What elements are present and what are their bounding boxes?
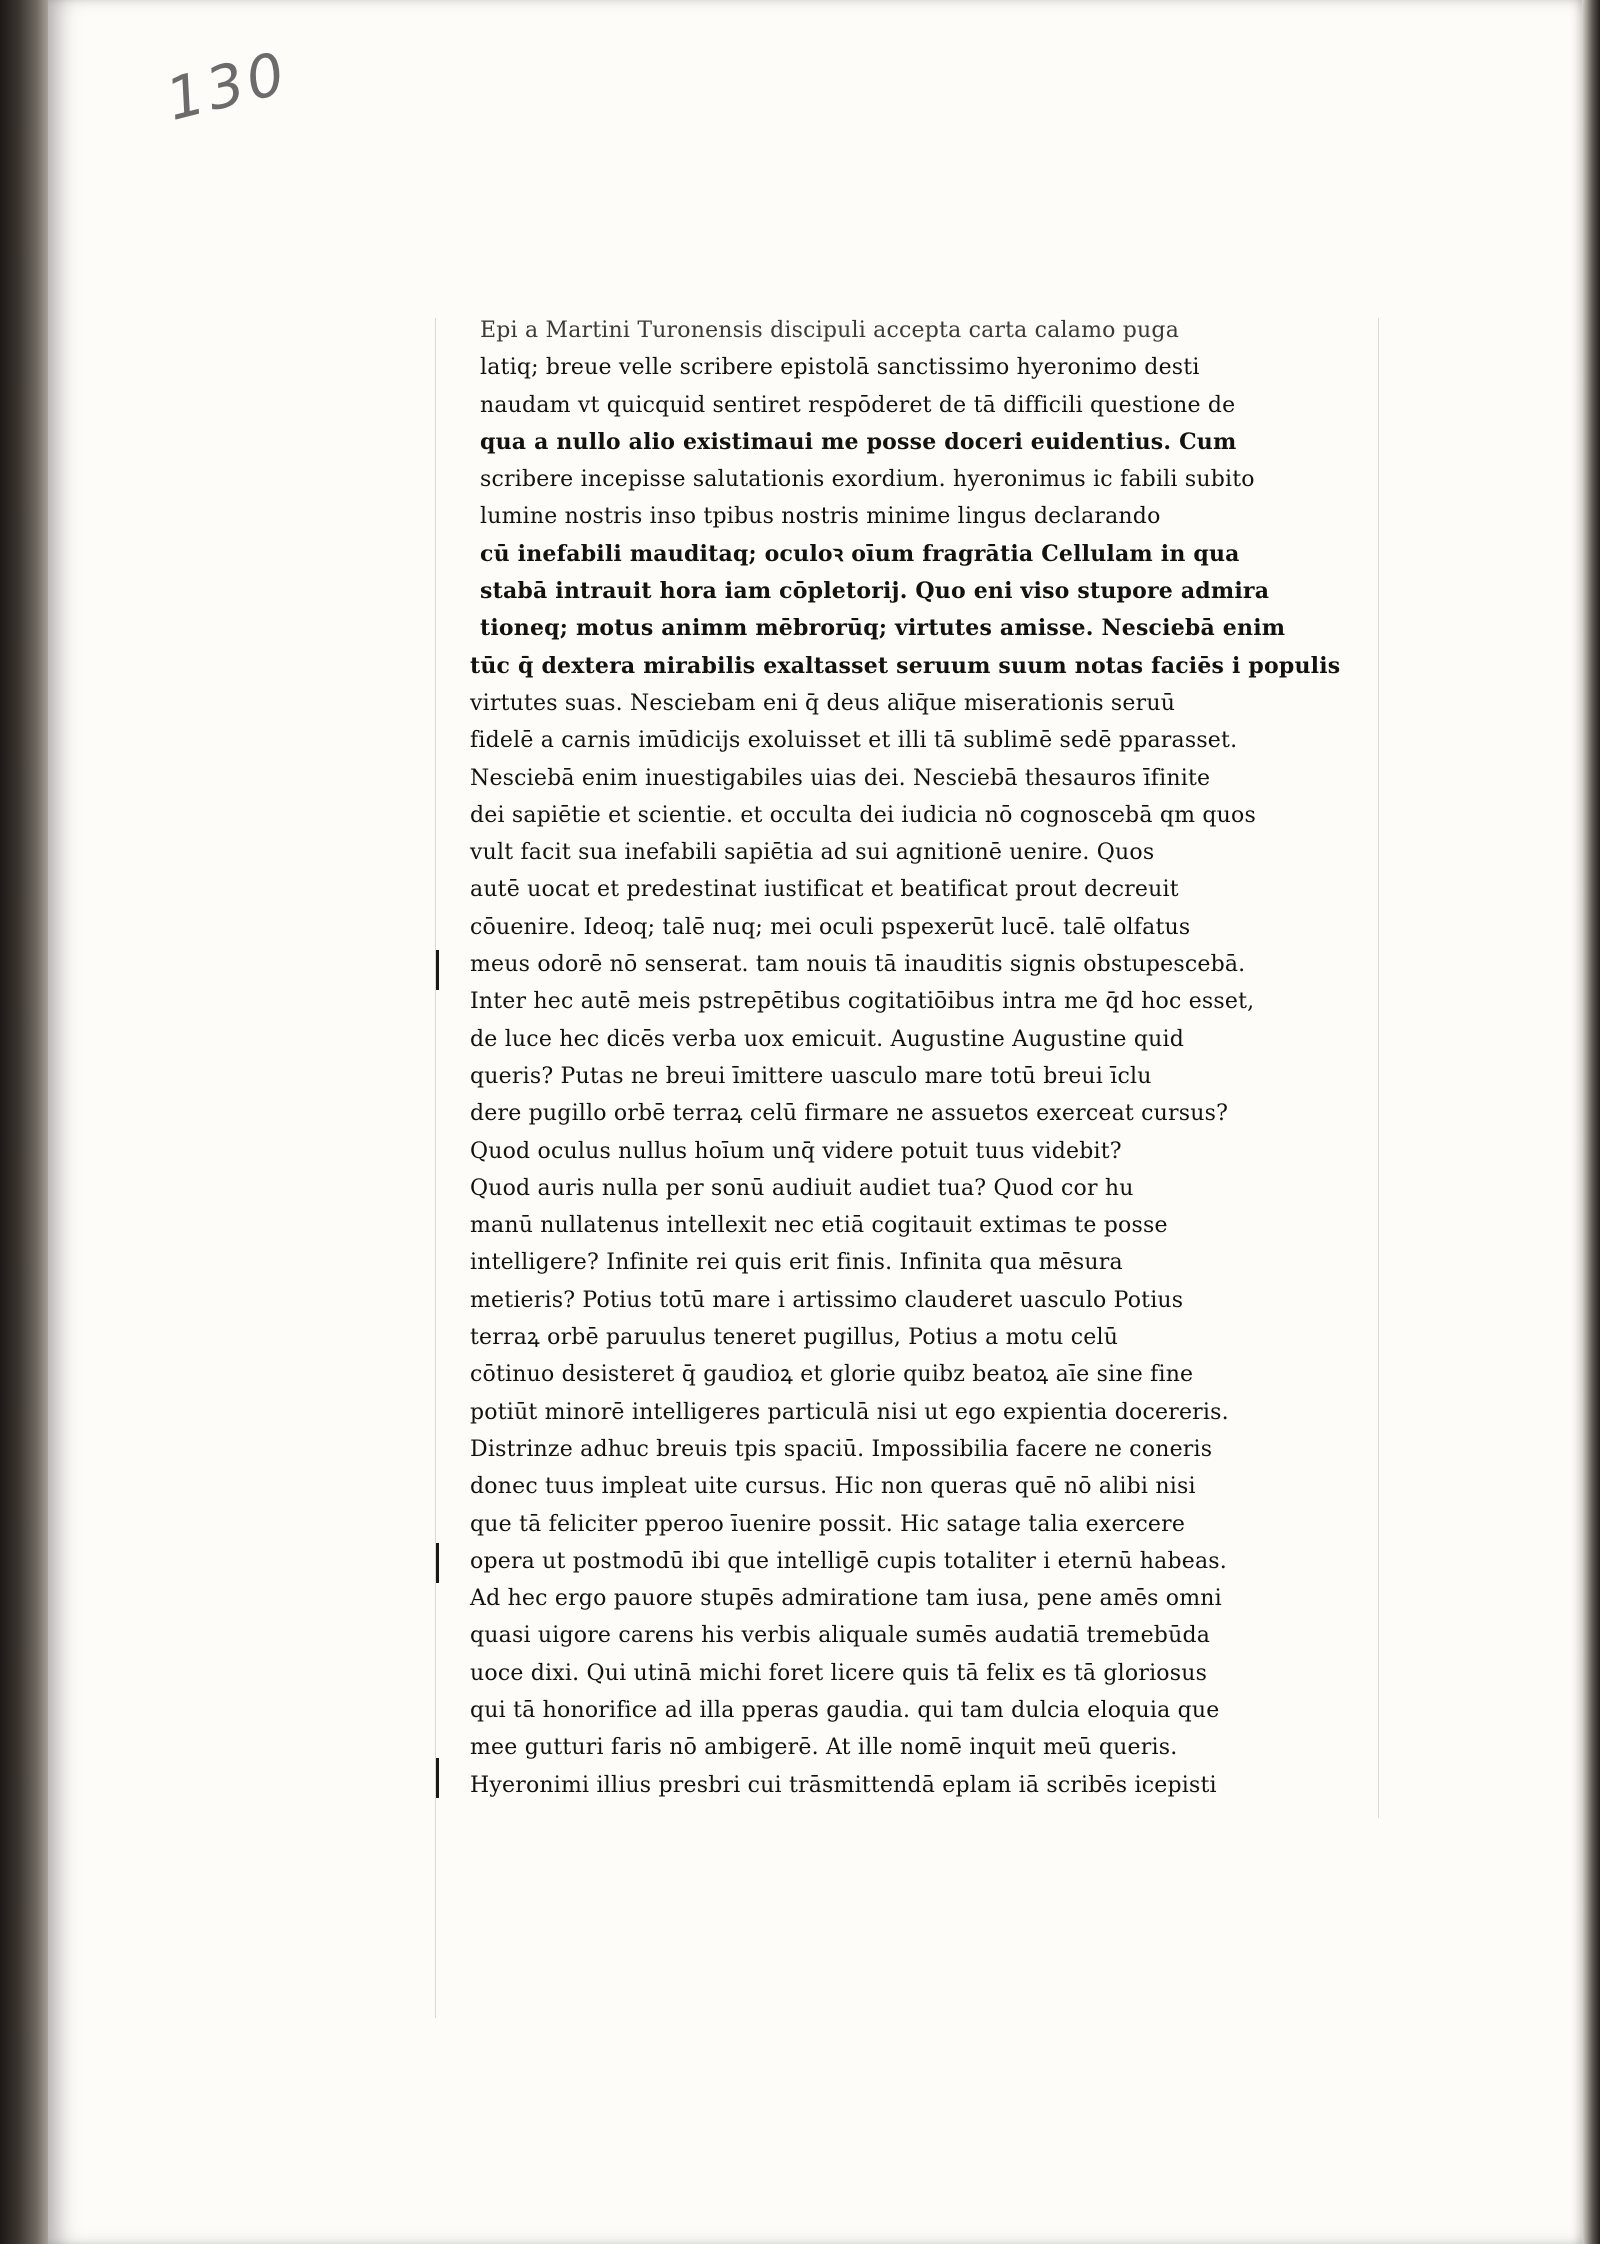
text-line: de luce hec dicēs verba uox emicuit. Augustine Augustine quid xyxy=(470,1026,1185,1052)
text-line: mee gutturi faris nō ambigerē. At ille nomē inquit meū queris. xyxy=(470,1735,1178,1761)
text-line: stabā intrauit hora iam cōpletorij. Quo eni viso stupore admira xyxy=(480,578,1270,605)
text-line: que tā feliciter pperoo īuenire possit. Hic satage talia exercere xyxy=(470,1511,1186,1537)
paragraph-mark xyxy=(436,1543,439,1583)
manuscript-folio xyxy=(48,0,1582,2244)
text-line: scribere incepisse salutationis exordium. hyeronimus ic fabili subito xyxy=(480,467,1255,493)
text-line: vult facit sua inefabili sapiētia ad sui agnitionē uenire. Quos xyxy=(470,840,1155,866)
text-line: Quod oculus nullus hoīum unq̄ videre potuit tuus videbit? xyxy=(470,1138,1122,1164)
text-line: metieris? Potius totū mare i artissimo clauderet uasculo Potius xyxy=(470,1287,1184,1313)
text-line: dei sapiētie et scientie. et occulta dei iudicia nō cognoscebā qm quos xyxy=(470,802,1256,828)
paragraph-mark xyxy=(436,950,439,990)
text-line: lumine nostris inso tpibus nostris minime lingus declarando xyxy=(480,504,1161,530)
text-line: qua a nullo alio existimaui me posse doceri euidentius. Cum xyxy=(480,428,1237,455)
text-line: tioneq; motus animm mēbrorūq; virtutes amisse. Nesciebā enim xyxy=(480,615,1286,642)
folio-number: 130 xyxy=(159,38,296,134)
text-line: cōuenire. Ideoq; talē nuq; mei oculi pspexerūt lucē. talē olfatus xyxy=(470,914,1191,940)
text-line: intelligere? Infinite rei quis erit finis. Infinita qua mēsura xyxy=(470,1250,1123,1276)
text-line: Nesciebā enim inuestigabiles uias dei. Nesciebā thesauros īfinite xyxy=(470,765,1211,791)
text-line: uoce dixi. Qui utinā michi foret licere quis tā felix es tā gloriosus xyxy=(470,1660,1208,1686)
scan-right-edge xyxy=(1582,0,1600,2244)
text-line: manū nullatenus intellexit nec etiā cogitauit extimas te posse xyxy=(470,1213,1168,1239)
text-line: qui tā honorifice ad illa pperas gaudia. qui tam dulcia eloquia que xyxy=(470,1697,1220,1723)
text-line: donec tuus impleat uite cursus. Hic non queras quē nō alibi nisi xyxy=(470,1474,1196,1500)
text-line: Inter hec autē meis pstrepētibus cogitatiōibus intra me q̄d hoc esset, xyxy=(470,989,1255,1015)
text-line: Epi a Martini Turonensis discipuli accepta carta calamo puga xyxy=(480,318,1180,343)
text-line: Quod auris nulla per sonū audiuit audiet tua? Quod cor hu xyxy=(470,1175,1134,1201)
text-line: Distrinze adhuc breuis tpis spaciū. Impossibilia facere ne coneris xyxy=(470,1436,1213,1462)
text-line: Hyeronimi illius presbri cui trāsmittendā eplam iā scribēs icepisti xyxy=(470,1772,1217,1798)
scan-binding-edge xyxy=(0,0,52,2244)
text-line: fidelē a carnis imūdicijs exoluisset et illi tā sublimē sedē pparasset. xyxy=(470,728,1238,754)
text-line: quasi uigore carens his verbis aliquale sumēs audatiā tremebūda xyxy=(470,1623,1211,1649)
text-line: queris? Putas ne breui īmittere uasculo mare totū breui īclu xyxy=(470,1063,1152,1089)
paragraph-mark xyxy=(436,1758,439,1798)
text-line: terraꝝ orbē paruulus teneret pugillus, Potius a motu celū xyxy=(470,1325,1119,1351)
text-line: potiūt minorē intelligeres particulā nisi ut ego expientia docereris. xyxy=(470,1399,1229,1425)
manuscript-text-block xyxy=(470,312,1390,1804)
text-line: dere pugillo orbē terraꝝ celū firmare ne assuetos exerceat cursus? xyxy=(470,1101,1229,1127)
text-line: naudam vt quicquid sentiret respōderet de tā difficili questione de xyxy=(480,392,1236,418)
text-line: tūc q̄ dextera mirabilis exaltasset seruum suum notas faciēs i populis xyxy=(470,652,1341,679)
text-line: opera ut postmodū ibi que intelligē cupis totaliter i eternū habeas. xyxy=(470,1548,1227,1574)
text-line: meus odorē nō senserat. tam nouis tā inauditis signis obstupescebā. xyxy=(470,952,1246,978)
text-line: latiq; breue velle scribere epistolā sanctissimo hyeronimo desti xyxy=(480,355,1200,381)
text-line: cū inefabili mauditaq; oculoꝛ oīum fragrātia Cellulam in qua xyxy=(480,540,1240,567)
text-line: Ad hec ergo pauore stupēs admiratione tam iusa, pene amēs omni xyxy=(470,1586,1222,1612)
text-line: cōtinuo desisteret q̄ gaudioꝝ et glorie quibz beatoꝝ aīe sine fine xyxy=(470,1362,1194,1388)
text-line: autē uocat et predestinat iustificat et beatificat prout decreuit xyxy=(470,877,1179,903)
text-line: virtutes suas. Nesciebam eni q̄ deus aliq̄ue miserationis seruū xyxy=(470,690,1176,716)
